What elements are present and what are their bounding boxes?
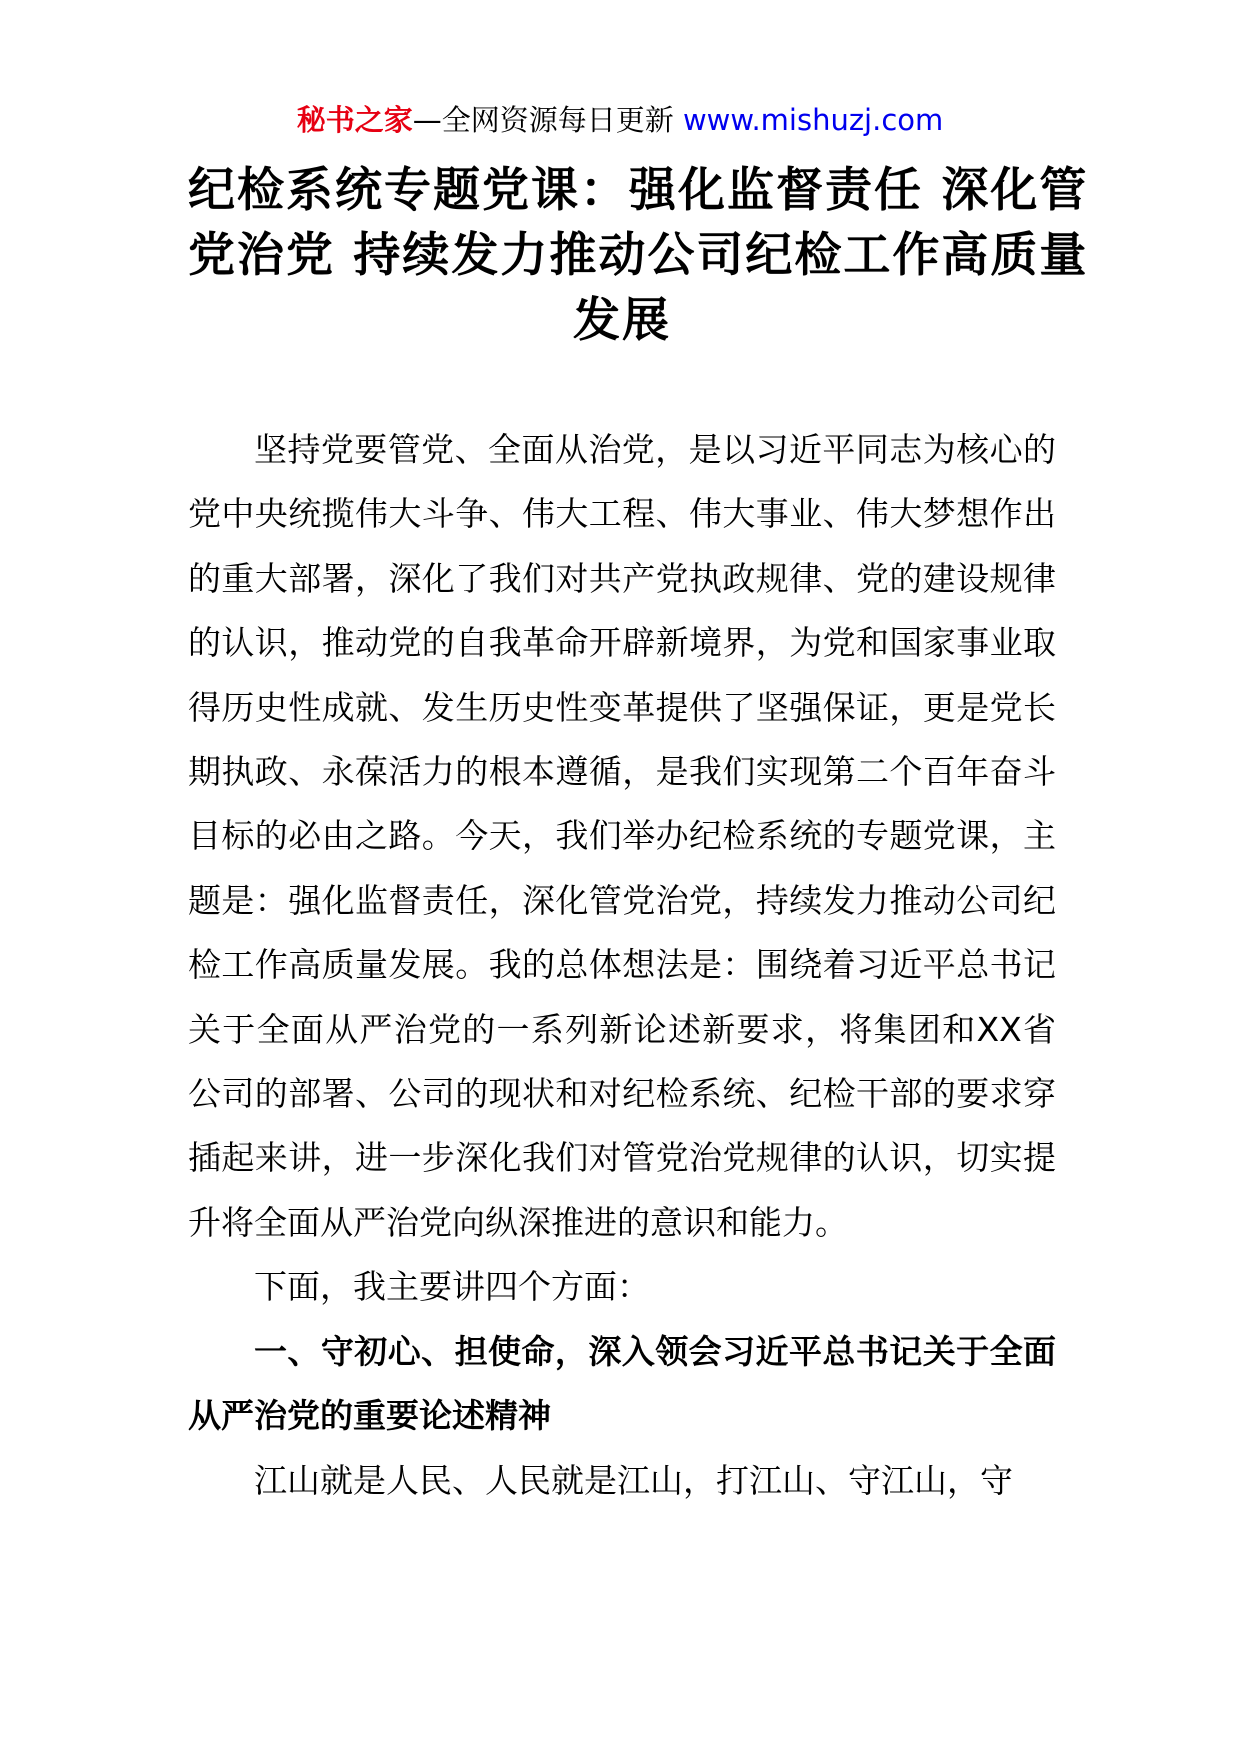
site-header — [0, 100, 1240, 140]
body-paragraph: 下面，我主要讲四个方面： — [254, 1267, 650, 1307]
header-slogan: —全网资源每日更新 — [412, 103, 683, 137]
section-heading: 一、守初心、担使命，深入领会习近平总书记关于全面从严治党的重要论述精神 — [188, 1331, 1056, 1436]
title-line: 纪检系统专题党课：强化监督责任 深化管 — [188, 163, 1089, 218]
document-body — [188, 418, 1056, 1513]
title-line: 发展 — [573, 293, 671, 348]
site-url-link[interactable]: www.mishuzj.com — [682, 103, 944, 137]
body-paragraph: 江山就是人民、人民就是江山，打江山、守江山，守 — [254, 1460, 1013, 1500]
document-title — [188, 158, 1089, 353]
brand-name: 秘书之家 — [296, 103, 413, 137]
title-line: 党治党 持续发力推动公司纪检工作高质量 — [188, 228, 1089, 283]
body-paragraph: 坚持党要管党、全面从治党，是以习近平同志为核心的党中央统揽伟大斗争、伟大工程、伟大事业、伟大梦想作出的重大部署，深化了我们对共产党执政规律、党的建设规律的认识，推动党的自我革命开辟新境界，为党和国家事业取得历史性成就、发生历史性变革提供了坚强保证，更是党长期执政、永葆活力的根本遵循，是我们实现第二个百年奋斗目标的必由之路。今天，我们举办纪检系统的专题党课，主题是：强化监督责任，深化管党治党，持续发力推动公司纪检工作高质量发展。我的总体想法是：围绕着习近平总书记关于全面从严治党的一系列新论述新要求，将集团和XX省公司的部署、公司的现状和对纪检系统、纪检干部的要求穿插起来讲，进一步深化我们对管党治党规律的认识，切实提升将全面从严治党向纵深推进的意识和能力。 — [188, 430, 1056, 1242]
